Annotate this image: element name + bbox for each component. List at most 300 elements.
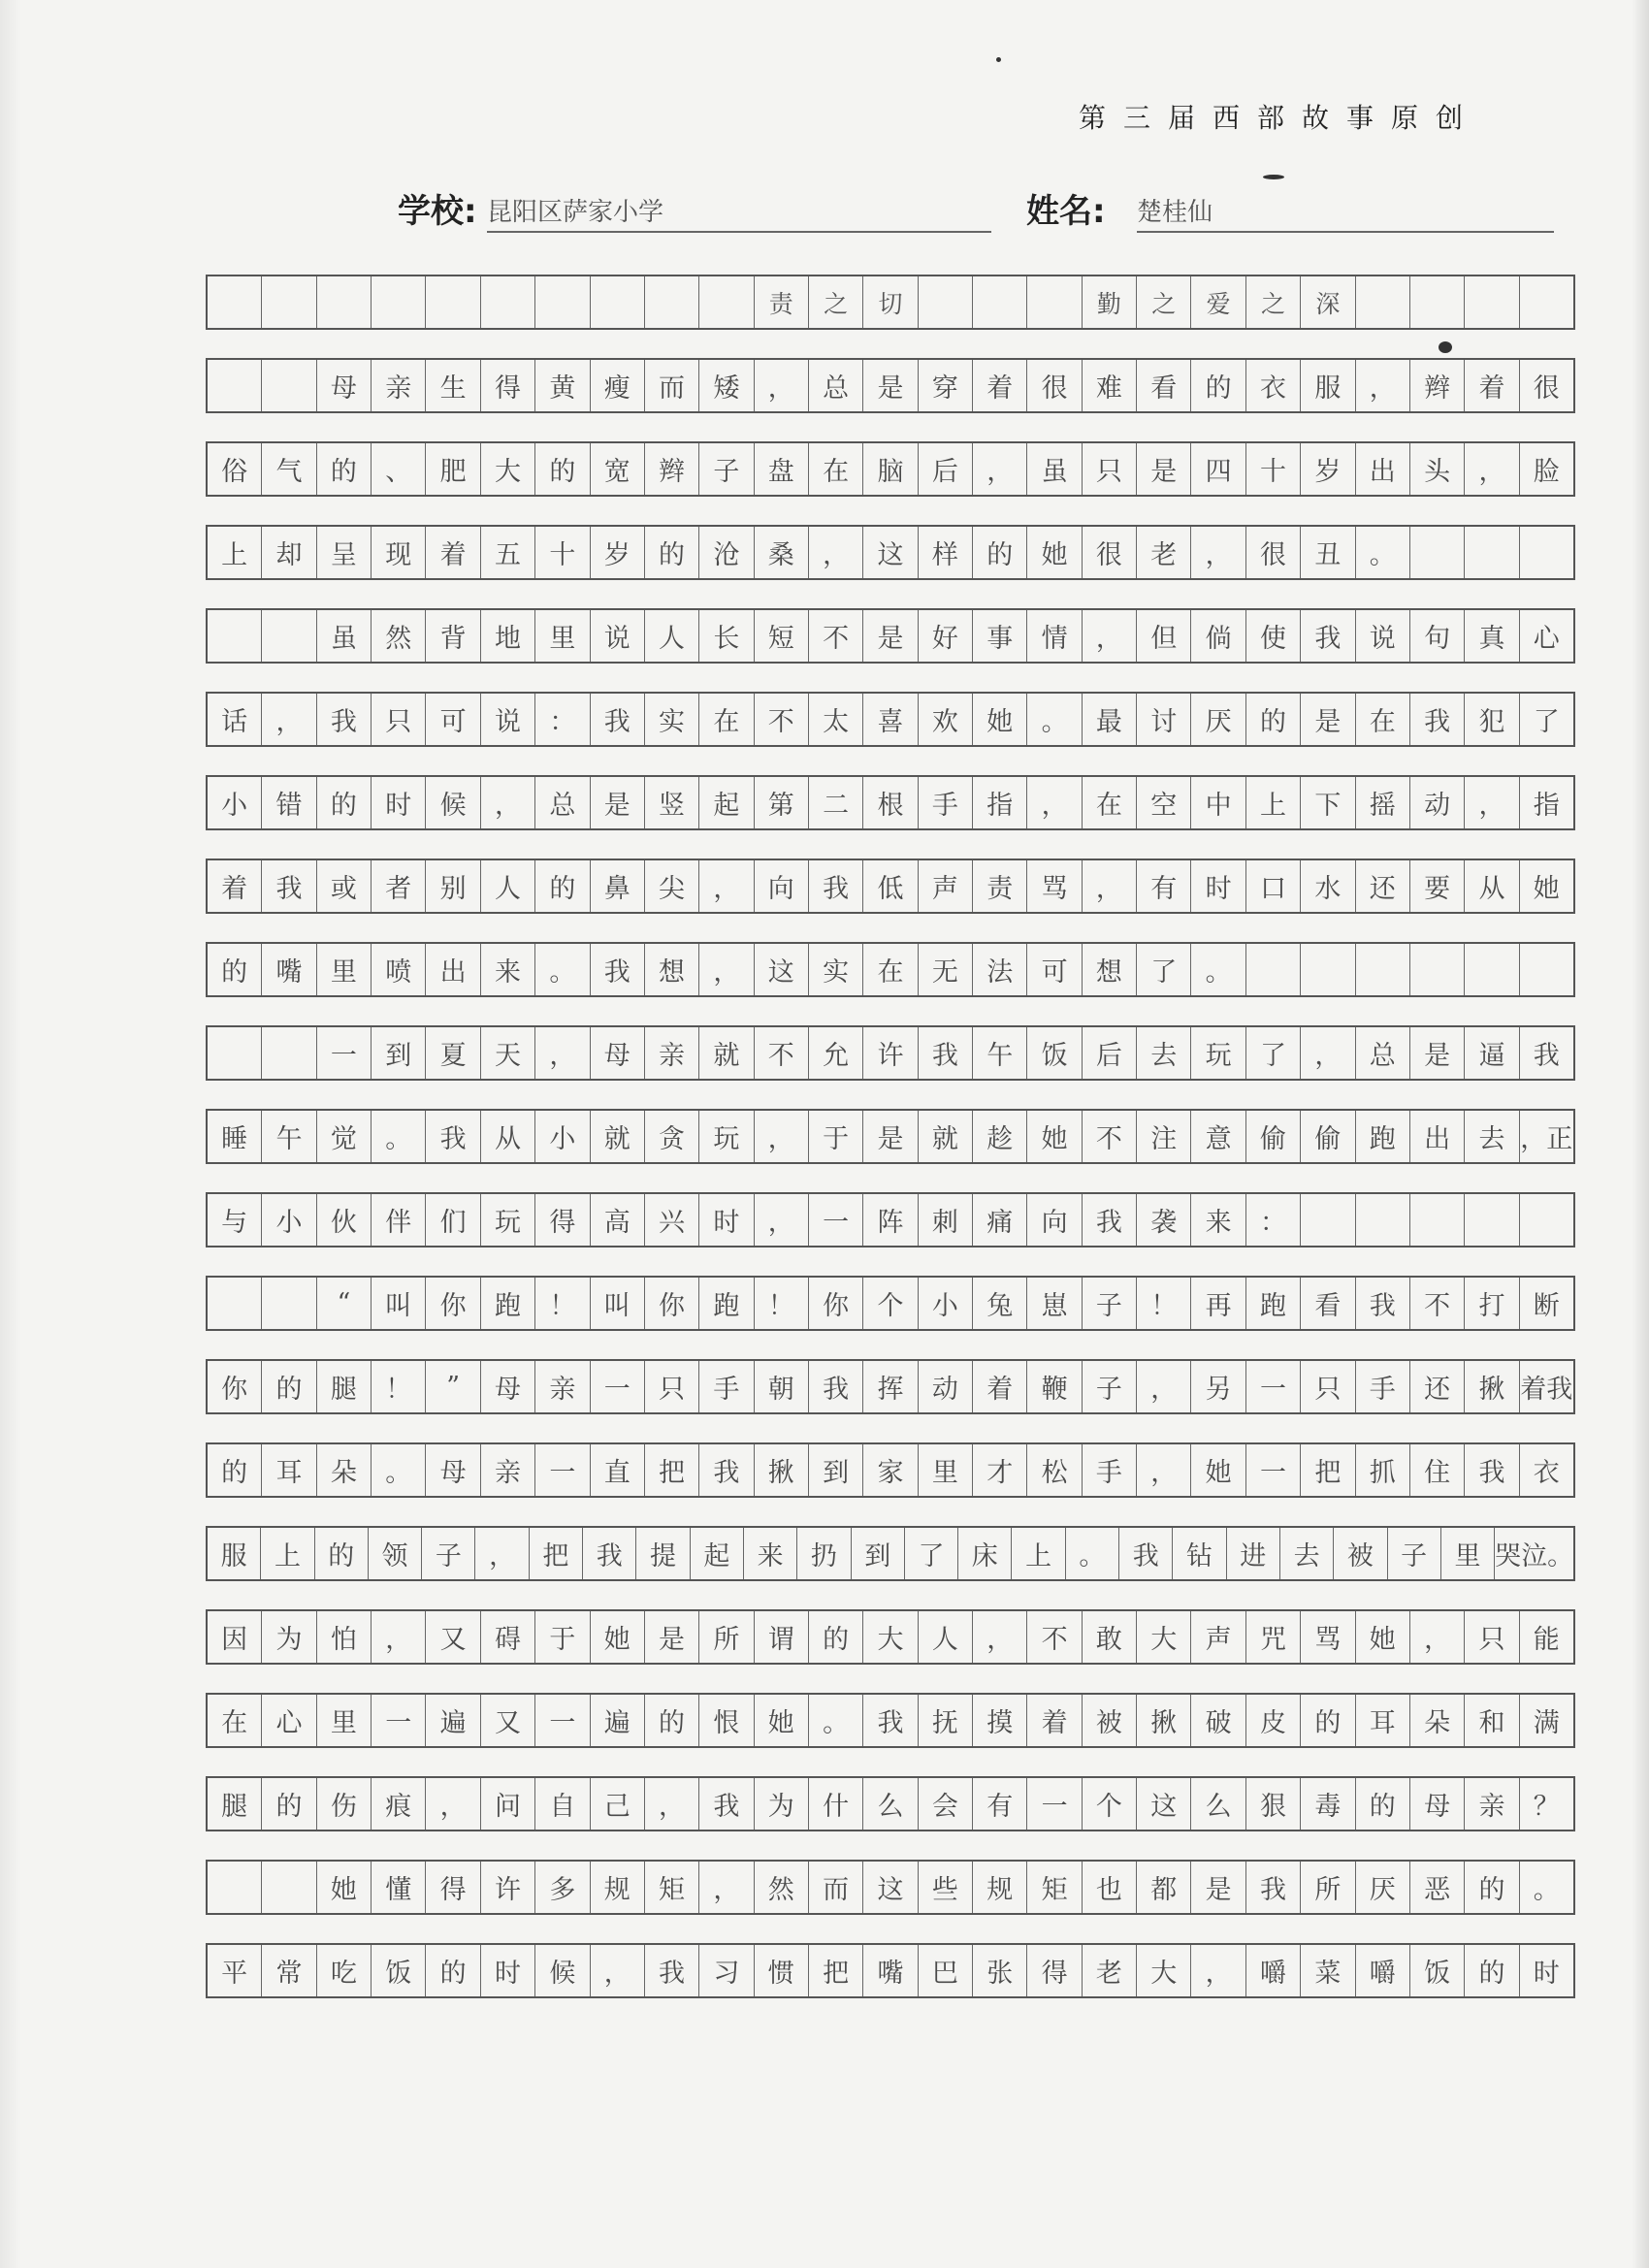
grid-cell: 最: [1082, 694, 1136, 745]
grid-cell: 。: [1355, 527, 1409, 578]
grid-cell: 着我: [1519, 1361, 1573, 1412]
grid-cell: 我: [582, 1528, 635, 1579]
grid-cell: 规: [590, 1862, 644, 1913]
grid-cell: 高: [590, 1194, 644, 1246]
grid-cell: 着: [1026, 1695, 1081, 1746]
grid-cell: 一: [1245, 1444, 1300, 1496]
grid-cell: 岁: [590, 527, 644, 578]
grid-cell: 的: [314, 1528, 368, 1579]
grid-cell: 趁: [972, 1111, 1026, 1162]
grid-cell: 生: [425, 360, 479, 411]
grid-cell: 鞭: [1026, 1361, 1081, 1412]
grid-cell: 允: [808, 1027, 862, 1079]
grid-cell: 我: [1355, 1278, 1409, 1329]
grid-cell: 别: [425, 860, 479, 912]
grid-cell: 耳: [1355, 1695, 1409, 1746]
grid-cell: 起: [698, 777, 753, 828]
grid-cell: 尖: [644, 860, 698, 912]
grid-cell: 之: [808, 276, 862, 328]
grid-cell: 了: [1136, 944, 1190, 995]
grid-cell: 上: [1011, 1528, 1064, 1579]
grid-cell: 的: [1464, 1862, 1518, 1913]
grid-cell: 人: [644, 610, 698, 662]
essay-row: [206, 1442, 1575, 1498]
grid-cell: 手: [1355, 1361, 1409, 1412]
grid-cell: 什: [808, 1778, 862, 1830]
essay-row: [206, 441, 1575, 497]
grid-cell: ，: [474, 1528, 528, 1579]
grid-cell: 的: [425, 1945, 479, 1996]
grid-cell: 爱: [1190, 276, 1245, 328]
grid-cell: 跑: [698, 1278, 753, 1329]
grid-cell: 然: [754, 1862, 808, 1913]
grid-cell: 不: [754, 1027, 808, 1079]
grid-cell: 嘴: [261, 944, 315, 995]
grid-cell: 所: [698, 1611, 753, 1663]
grid-cell: 与: [221, 1208, 248, 1238]
grid-cell: 腿: [316, 1361, 371, 1412]
grid-cell: 得: [480, 360, 534, 411]
grid-cell: 我: [698, 1778, 753, 1830]
grid-cell: 跑: [1245, 1278, 1300, 1329]
grid-cell: 不: [754, 694, 808, 745]
grid-cell: 沧: [698, 527, 753, 578]
grid-cell: 惯: [754, 1945, 808, 1996]
grid-cell: 很: [1245, 527, 1300, 578]
grid-cell: 挥: [862, 1361, 917, 1412]
grid-cell: [534, 276, 589, 328]
grid-cell: 伤: [316, 1778, 371, 1830]
grid-cell: 的: [316, 777, 371, 828]
grid-cell: [1245, 944, 1300, 995]
grid-cell: 从: [480, 1111, 534, 1162]
grid-cell: 心: [1519, 610, 1573, 662]
grid-cell: ，: [1082, 860, 1136, 912]
grid-cell: 人: [918, 1611, 972, 1663]
grid-cell: 再: [1190, 1278, 1245, 1329]
grid-cell: 或: [316, 860, 371, 912]
grid-cell: 不: [1082, 1111, 1136, 1162]
essay-row: [206, 1025, 1575, 1081]
grid-cell: 小: [918, 1278, 972, 1329]
contest-header-title: 第三届西部故事原创: [1079, 102, 1481, 134]
grid-cell: 嚼: [1355, 1945, 1409, 1996]
grid-cell: 看: [1300, 1278, 1354, 1329]
grid-cell: [1519, 944, 1573, 995]
grid-cell: 个: [1082, 1778, 1136, 1830]
grid-cell: 都: [1136, 1862, 1190, 1913]
grid-cell: [261, 610, 315, 662]
grid-cell: ！: [754, 1278, 808, 1329]
grid-cell: 虽: [1026, 443, 1081, 495]
grid-cell: 在: [862, 944, 917, 995]
grid-cell: ？: [1519, 1778, 1573, 1830]
grid-cell: 的: [644, 527, 698, 578]
grid-cell: 是: [1300, 694, 1354, 745]
grid-cell: [261, 1862, 315, 1913]
grid-cell: 些: [918, 1862, 972, 1913]
grid-cell: 话: [221, 707, 248, 737]
grid-cell: 着: [972, 1361, 1026, 1412]
grid-cell: [1409, 944, 1464, 995]
grid-cell: 扔: [796, 1528, 850, 1579]
grid-cell: ：: [534, 694, 589, 745]
grid-cell: 一: [534, 1695, 589, 1746]
grid-cell: 把: [808, 1945, 862, 1996]
essay-row: [206, 775, 1575, 830]
grid-cell: [208, 1278, 261, 1329]
grid-cell: 问: [480, 1778, 534, 1830]
grid-cell: 贪: [644, 1111, 698, 1162]
grid-cell: 服: [220, 1541, 247, 1571]
grid-cell: 丑: [1300, 527, 1354, 578]
essay-row: [206, 358, 1575, 413]
grid-cell: 哭泣。: [1494, 1528, 1573, 1579]
grid-cell: [590, 276, 644, 328]
grid-cell: 无: [918, 944, 972, 995]
grid-cell: 摇: [1355, 777, 1409, 828]
grid-cell: 了: [1245, 1027, 1300, 1079]
grid-cell: 怕: [316, 1611, 371, 1663]
grid-cell: ，: [480, 777, 534, 828]
grid-cell: 使: [1245, 610, 1300, 662]
grid-cell: 刺: [918, 1194, 972, 1246]
grid-cell: 抚: [918, 1695, 972, 1746]
grid-cell: 黄: [534, 360, 589, 411]
grid-cell: 兴: [644, 1194, 698, 1246]
ink-speck: [1263, 175, 1284, 179]
grid-cell: 许: [862, 1027, 917, 1079]
grid-cell: 时: [698, 1194, 753, 1246]
grid-cell: 去: [1279, 1528, 1333, 1579]
grid-cell: 头: [1409, 443, 1464, 495]
grid-cell: 住: [1409, 1444, 1464, 1496]
grid-cell: 嚼: [1245, 1945, 1300, 1996]
grid-cell: ，: [1464, 777, 1518, 828]
grid-cell: ，: [1409, 1611, 1464, 1663]
grid-cell: 兔: [972, 1278, 1026, 1329]
grid-cell: 之: [1136, 276, 1190, 328]
grid-cell: [208, 610, 261, 662]
grid-cell: 敢: [1082, 1611, 1136, 1663]
grid-cell: 不: [808, 610, 862, 662]
grid-cell: 的: [221, 1458, 248, 1488]
grid-cell: 亲: [1464, 1778, 1518, 1830]
grid-cell: 懂: [371, 1862, 425, 1913]
grid-cell: ，: [1136, 1361, 1190, 1412]
grid-cell: 母: [425, 1444, 479, 1496]
grid-cell: 伙: [316, 1194, 371, 1246]
essay-row: [206, 1109, 1575, 1164]
grid-cell: 到: [808, 1444, 862, 1496]
grid-cell: 而: [644, 360, 698, 411]
grid-cell: 时: [480, 1945, 534, 1996]
grid-cell: 可: [1026, 944, 1081, 995]
grid-cell: 。: [1519, 1862, 1573, 1913]
grid-cell: 但: [1136, 610, 1190, 662]
grid-cell: 提: [635, 1528, 689, 1579]
grid-cell: [480, 276, 534, 328]
grid-cell: 声: [1190, 1611, 1245, 1663]
name-underline: [1137, 231, 1554, 233]
grid-cell: ，: [972, 1611, 1026, 1663]
grid-cell: 的: [534, 860, 589, 912]
grid-cell: 把: [529, 1528, 582, 1579]
grid-cell: 想: [644, 944, 698, 995]
grid-cell: 她: [316, 1862, 371, 1913]
grid-cell: 欢: [918, 694, 972, 745]
essay-row: [206, 1776, 1575, 1831]
grid-cell: [208, 1027, 261, 1079]
grid-cell: 摸: [972, 1695, 1026, 1746]
grid-cell: 来: [1190, 1194, 1245, 1246]
grid-cell: 里: [316, 1695, 371, 1746]
grid-cell: 口: [1245, 860, 1300, 912]
grid-cell: 她: [972, 694, 1026, 745]
grid-cell: 来: [743, 1528, 796, 1579]
grid-cell: 是: [590, 777, 644, 828]
grid-cell: 她: [1026, 1111, 1081, 1162]
grid-cell: 玩: [1190, 1027, 1245, 1079]
grid-cell: 骂: [1026, 860, 1081, 912]
grid-cell: 一: [1245, 1361, 1300, 1412]
grid-cell: ：: [1245, 1194, 1300, 1246]
grid-cell: 会: [918, 1778, 972, 1830]
grid-cell: 时: [1190, 860, 1245, 912]
grid-cell: 吃: [316, 1945, 371, 1996]
grid-cell: ，: [1026, 777, 1081, 828]
grid-cell: 么: [862, 1778, 917, 1830]
grid-cell: 却: [261, 527, 315, 578]
grid-cell: 你: [808, 1278, 862, 1329]
grid-cell: 说: [1355, 610, 1409, 662]
grid-cell: 切: [862, 276, 917, 328]
grid-cell: 打: [1464, 1278, 1518, 1329]
grid-cell: 里: [316, 944, 371, 995]
essay-row: [206, 1609, 1575, 1665]
grid-cell: 一: [590, 1361, 644, 1412]
grid-cell: 自: [534, 1778, 589, 1830]
grid-cell: 说: [590, 610, 644, 662]
grid-cell: 许: [480, 1862, 534, 1913]
grid-cell: 巴: [918, 1945, 972, 1996]
grid-cell: 地: [480, 610, 534, 662]
grid-cell: [1464, 276, 1518, 328]
grid-cell: 我: [862, 1695, 917, 1746]
grid-cell: 真: [1464, 610, 1518, 662]
grid-cell: 后: [918, 443, 972, 495]
grid-cell: 动: [918, 1361, 972, 1412]
grid-cell: 小: [534, 1111, 589, 1162]
grid-cell: 母: [590, 1027, 644, 1079]
grid-cell: 看: [1136, 360, 1190, 411]
grid-cell: 碍: [480, 1611, 534, 1663]
grid-cell: 时: [371, 777, 425, 828]
grid-cell: 偷: [1300, 1111, 1354, 1162]
grid-cell: [208, 360, 261, 411]
grid-cell: 现: [371, 527, 425, 578]
grid-cell: 。: [534, 944, 589, 995]
grid-cell: [371, 276, 425, 328]
grid-cell: 崽: [1026, 1278, 1081, 1329]
essay-title-row: [206, 275, 1575, 330]
grid-cell: 十: [534, 527, 589, 578]
grid-cell: 的: [808, 1611, 862, 1663]
grid-cell: 者: [371, 860, 425, 912]
grid-cell: 向: [754, 860, 808, 912]
grid-cell: 嘴: [862, 1945, 917, 1996]
grid-cell: 是: [1136, 443, 1190, 495]
grid-cell: 我: [1245, 1862, 1300, 1913]
grid-cell: 着: [972, 360, 1026, 411]
grid-cell: 水: [1300, 860, 1354, 912]
essay-row: [206, 1526, 1575, 1581]
grid-cell: 空: [1136, 777, 1190, 828]
grid-cell: [261, 360, 315, 411]
grid-cell: [1355, 944, 1409, 995]
grid-cell: 为: [754, 1778, 808, 1830]
grid-cell: 实: [808, 944, 862, 995]
grid-cell: 咒: [1245, 1611, 1300, 1663]
grid-cell: 脸: [1519, 443, 1573, 495]
grid-cell: 你: [425, 1278, 479, 1329]
grid-cell: 揪: [1136, 1695, 1190, 1746]
grid-cell: 的: [261, 1361, 315, 1412]
grid-cell: [261, 1027, 315, 1079]
grid-cell: 睡: [221, 1124, 248, 1154]
grid-cell: 中: [1190, 777, 1245, 828]
grid-cell: 就: [590, 1111, 644, 1162]
grid-cell: 痛: [972, 1194, 1026, 1246]
grid-cell: 午: [261, 1111, 315, 1162]
grid-cell: 子: [421, 1528, 474, 1579]
ink-speck: [1439, 341, 1452, 353]
grid-cell: 在: [1082, 777, 1136, 828]
grid-cell: 向: [1026, 1194, 1081, 1246]
grid-cell: ！: [1136, 1278, 1190, 1329]
grid-cell: 了: [904, 1528, 957, 1579]
grid-cell: 说: [480, 694, 534, 745]
grid-cell: 实: [644, 694, 698, 745]
grid-cell: 于: [534, 1611, 589, 1663]
grid-cell: 我: [1082, 1194, 1136, 1246]
grid-cell: 我: [1300, 610, 1354, 662]
grid-cell: ，: [534, 1027, 589, 1079]
grid-cell: 为: [261, 1611, 315, 1663]
grid-cell: 指: [972, 777, 1026, 828]
grid-cell: 习: [698, 1945, 753, 1996]
grid-cell: 有: [1136, 860, 1190, 912]
grid-cell: 钻: [1172, 1528, 1225, 1579]
grid-cell: 松: [1026, 1444, 1081, 1496]
grid-cell: 这: [862, 1862, 917, 1913]
essay-row: [206, 1276, 1575, 1331]
grid-cell: 她: [590, 1611, 644, 1663]
grid-cell: 的: [972, 527, 1026, 578]
grid-cell: 上: [1245, 777, 1300, 828]
grid-cell: 子: [1082, 1361, 1136, 1412]
grid-cell: “: [316, 1278, 371, 1329]
grid-cell: 注: [1136, 1111, 1190, 1162]
essay-row: [206, 608, 1575, 664]
grid-cell: 背: [425, 610, 479, 662]
grid-cell: 里: [534, 610, 589, 662]
grid-cell: 也: [1082, 1862, 1136, 1913]
grid-cell: 时: [1519, 1945, 1573, 1996]
grid-cell: 指: [1519, 777, 1573, 828]
grid-cell: 进: [1226, 1528, 1279, 1579]
essay-row: [206, 942, 1575, 997]
grid-cell: 。: [1190, 944, 1245, 995]
grid-cell: 午: [972, 1027, 1026, 1079]
grid-cell: 遍: [425, 1695, 479, 1746]
grid-cell: 很: [1026, 360, 1081, 411]
grid-cell: 领: [368, 1528, 421, 1579]
grid-cell: 我: [918, 1027, 972, 1079]
grid-cell: 着: [425, 527, 479, 578]
grid-cell: 很: [1082, 527, 1136, 578]
grid-cell: 只: [1464, 1611, 1518, 1663]
grid-cell: 大: [862, 1611, 917, 1663]
grid-cell: 我: [1409, 694, 1464, 745]
grid-cell: 法: [972, 944, 1026, 995]
grid-cell: 骂: [1300, 1611, 1354, 1663]
school-value: 昆阳区萨家小学: [487, 198, 664, 227]
grid-cell: 辫: [644, 443, 698, 495]
grid-cell: 下: [1300, 777, 1354, 828]
grid-cell: 总: [808, 360, 862, 411]
grid-cell: 太: [808, 694, 862, 745]
grid-cell: 的: [1300, 1695, 1354, 1746]
grid-cell: 又: [425, 1611, 479, 1663]
grid-cell: 手: [698, 1361, 753, 1412]
grid-cell: 我: [1519, 1027, 1573, 1079]
grid-cell: 才: [972, 1444, 1026, 1496]
grid-cell: 想: [1082, 944, 1136, 995]
manuscript-grid: [206, 275, 1575, 2021]
grid-cell: 难: [1082, 360, 1136, 411]
grid-cell: [1519, 527, 1573, 578]
grid-cell: 脑: [862, 443, 917, 495]
grid-cell: 盘: [754, 443, 808, 495]
grid-cell: 是: [862, 610, 917, 662]
grid-cell: 倘: [1190, 610, 1245, 662]
grid-cell: 候: [534, 1945, 589, 1996]
grid-cell: ，: [698, 1862, 753, 1913]
grid-cell: 肥: [425, 443, 479, 495]
grid-cell: 她: [1355, 1611, 1409, 1663]
grid-cell: 总: [534, 777, 589, 828]
grid-cell: 床: [957, 1528, 1011, 1579]
grid-cell: 手: [1082, 1444, 1136, 1496]
grid-cell: [425, 276, 479, 328]
grid-cell: 第: [754, 777, 808, 828]
grid-cell: 规: [972, 1862, 1026, 1913]
grid-cell: 朝: [754, 1361, 808, 1412]
grid-cell: 意: [1190, 1111, 1245, 1162]
grid-cell: 只: [1300, 1361, 1354, 1412]
grid-cell: 根: [862, 777, 917, 828]
grid-cell: 只: [644, 1361, 698, 1412]
grid-cell: 得: [534, 1194, 589, 1246]
grid-cell: 服: [1300, 360, 1354, 411]
grid-cell: 辫: [1409, 360, 1464, 411]
grid-cell: 上: [221, 540, 248, 570]
grid-cell: 子: [1387, 1528, 1440, 1579]
grid-cell: 老: [1136, 527, 1190, 578]
grid-cell: ，: [754, 1194, 808, 1246]
grid-cell: 要: [1409, 860, 1464, 912]
